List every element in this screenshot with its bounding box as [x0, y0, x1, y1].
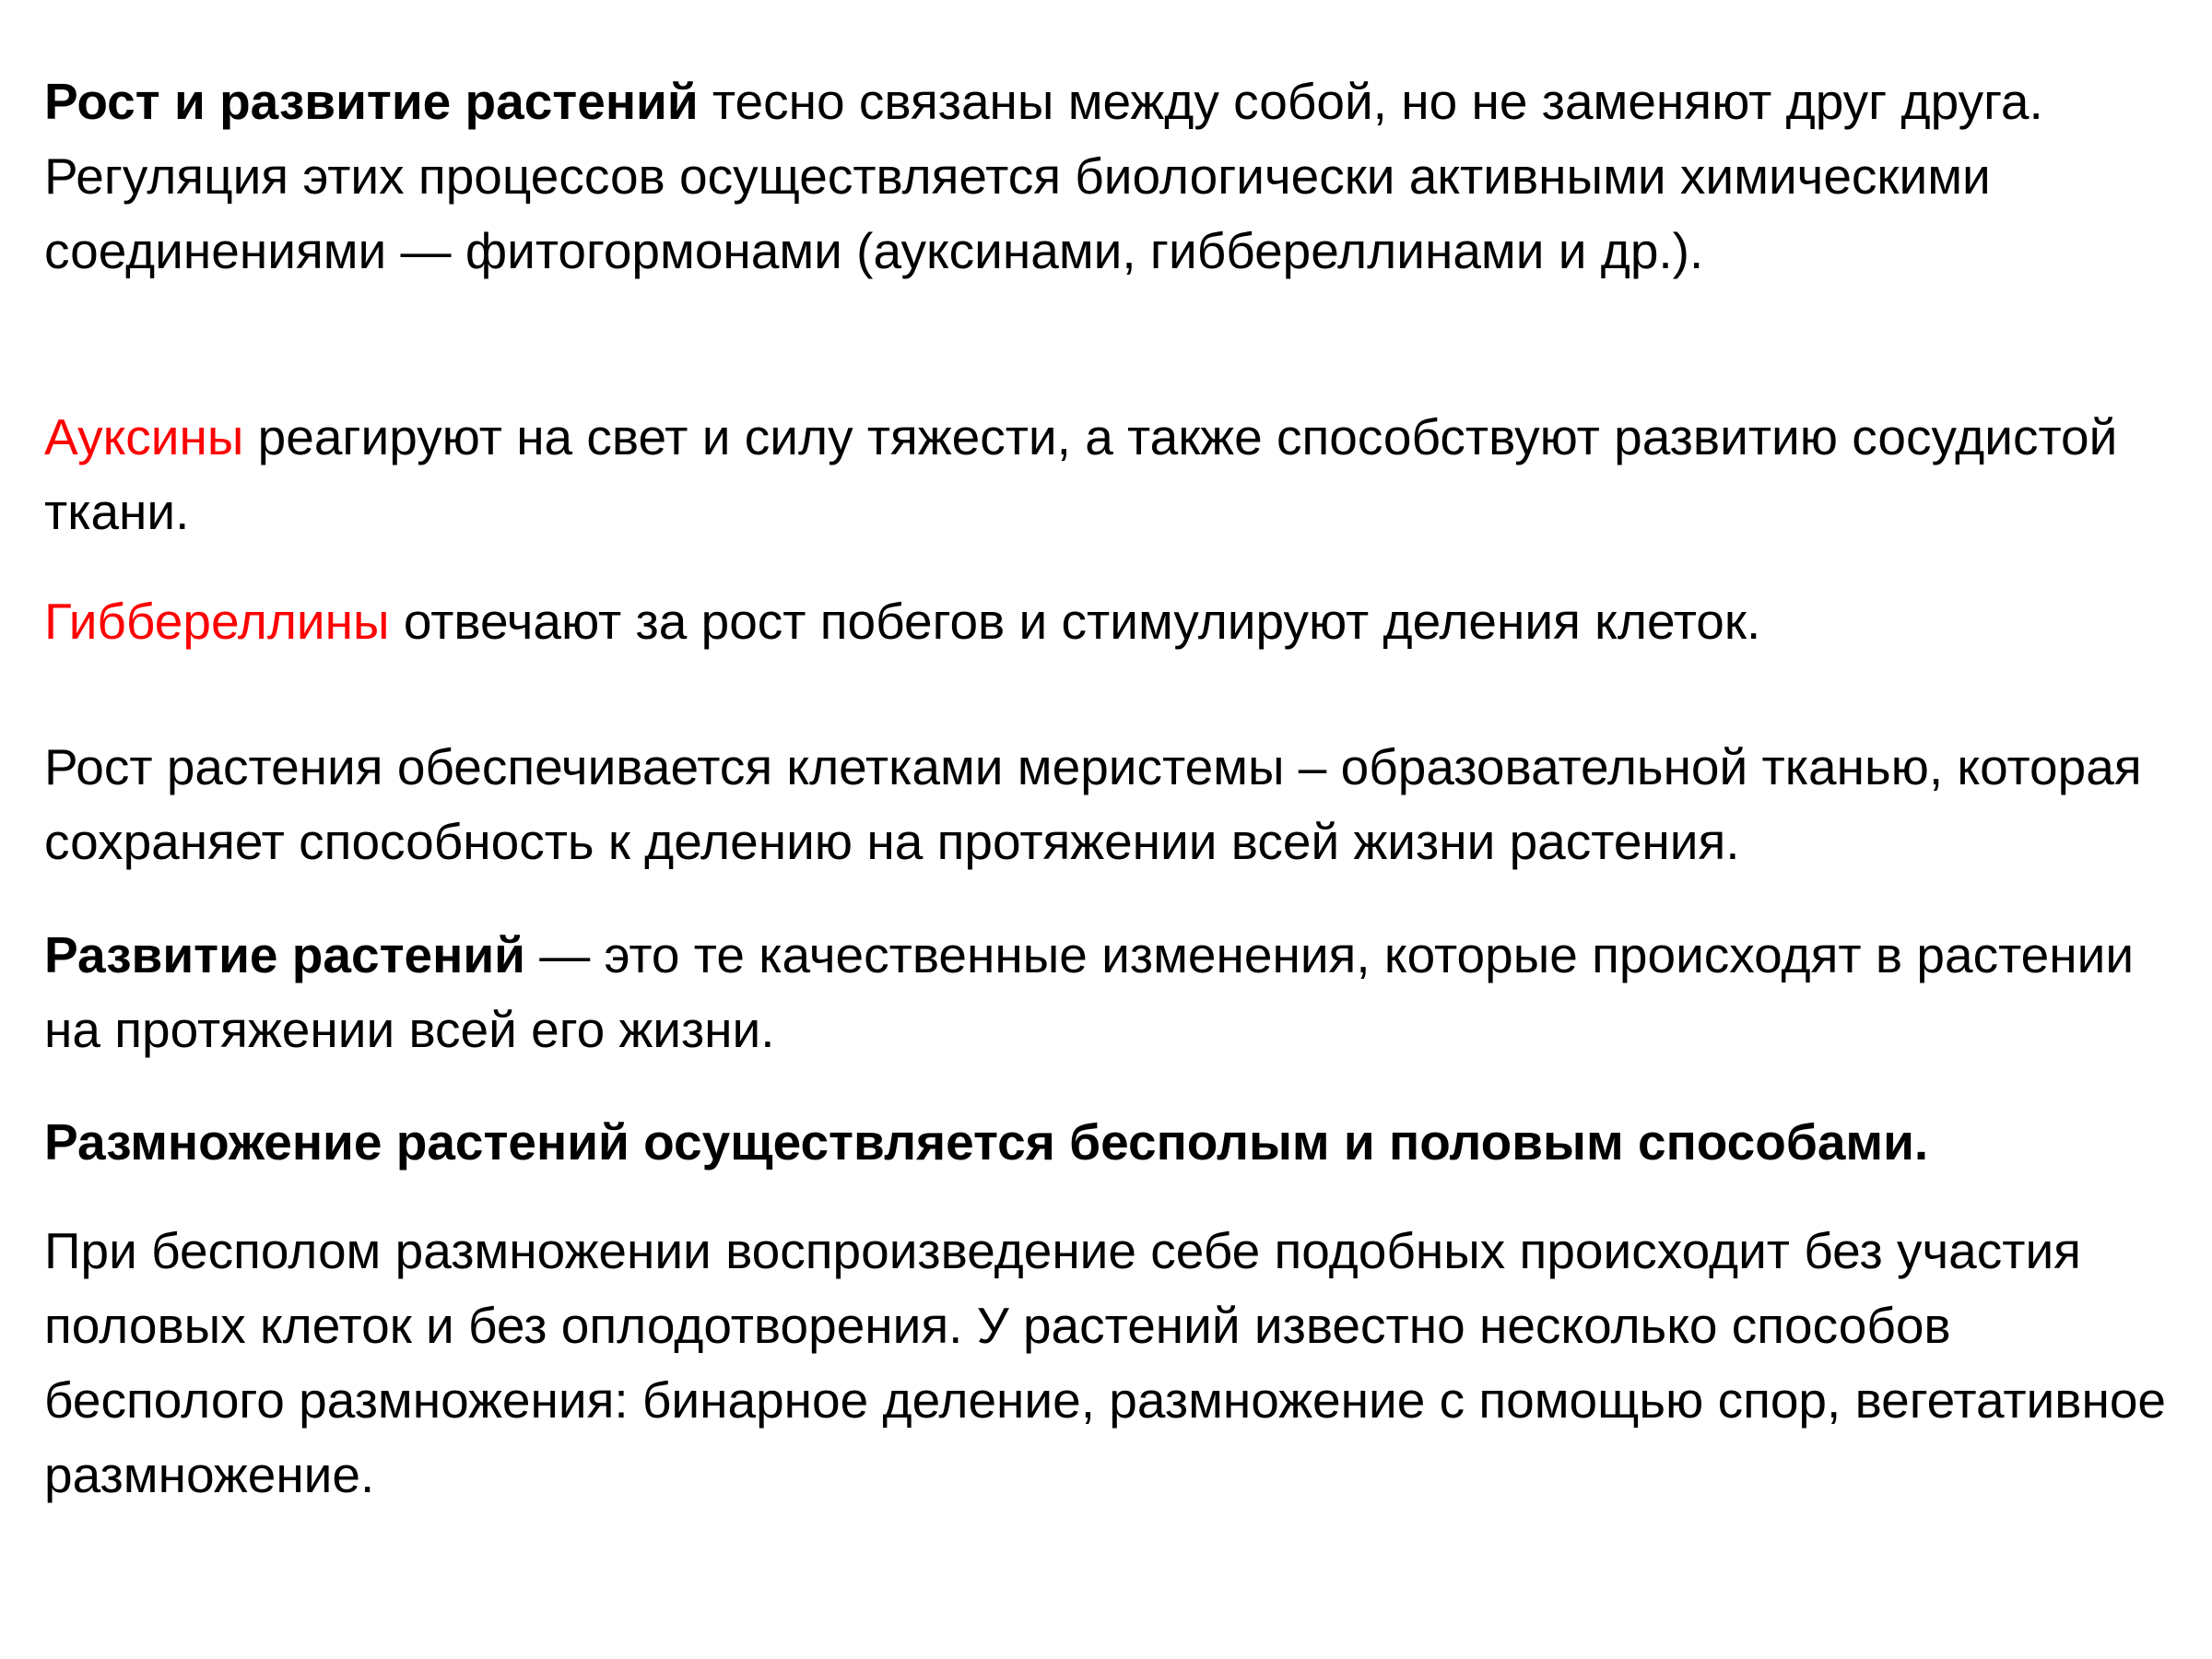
- paragraph-growth-development: [44, 65, 2183, 288]
- paragraph-text: — это те качественные изменения, которые происходят в растении на протяжении всей его жизни.: [44, 926, 2135, 1058]
- term-plant-development: Развитие растений: [44, 926, 525, 983]
- paragraph-meristem: [44, 730, 2183, 879]
- paragraph-reproduction-heading: [44, 1105, 2183, 1180]
- paragraph-text: отвечают за рост побегов и стимулируют деления клеток.: [389, 593, 1761, 650]
- term-gibberellins: Гиббереллины: [44, 593, 390, 650]
- paragraph-plant-development: [44, 918, 2183, 1067]
- term-auxins: Ауксины: [44, 408, 244, 465]
- paragraph-text: тесно связаны между собой, но не заменяют друг друга. Регуляция этих процессов осуществляется биологически активными химическими соединениями — фитогормонами (ауксинами, гиббереллинами и др.).: [44, 73, 2043, 279]
- term-growth-development: Рост и развитие растений: [44, 73, 699, 130]
- paragraph-auxins: [44, 400, 2183, 549]
- reproduction-statement: Размножение растений осуществляется бесполым и половым способами.: [44, 1113, 1929, 1171]
- paragraph-text: При бесполом размножении воспроизведение себе подобных происходит без участия половых клеток и без оплодотворения. У растений известно несколько способов бесполого размножения: бинарное деление, размножение с помощью спор, вегетативное размножение.: [44, 1222, 2167, 1503]
- paragraph-asexual-reproduction: [44, 1214, 2183, 1512]
- paragraph-text: реагируют на свет и силу тяжести, а также способствуют развитию сосудистой ткани.: [44, 408, 2118, 540]
- paragraph-gibberellins: [44, 584, 2183, 659]
- paragraph-text: Рост растения обеспечивается клетками меристемы – образовательной тканью, которая сохраняет способность к делению на протяжении всей жизни растения.: [44, 738, 2142, 870]
